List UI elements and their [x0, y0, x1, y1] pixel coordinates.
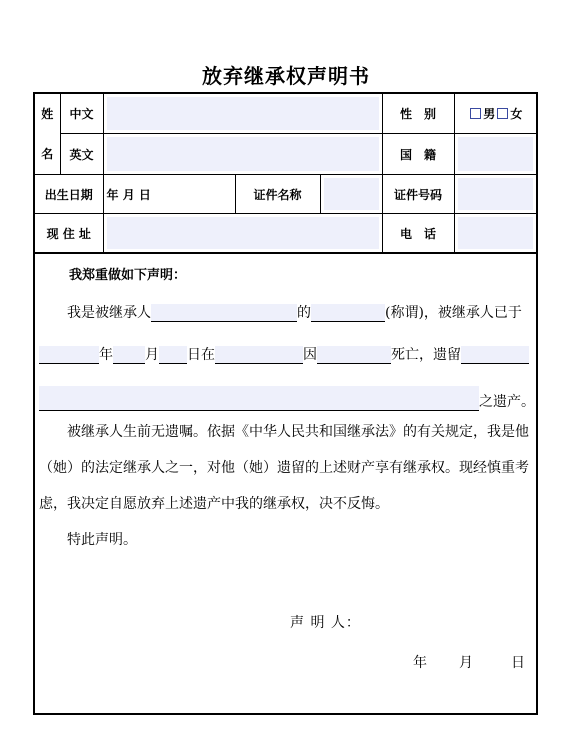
declaration-line-3: 之遗产。: [35, 386, 536, 411]
relation-blank[interactable]: [311, 304, 385, 322]
birth-date-label: 出生日期: [35, 175, 103, 214]
birth-date-field[interactable]: 年 月 日: [103, 175, 235, 214]
declaration-closing: 特此声明。: [67, 532, 137, 548]
phone-label: 电 话: [382, 214, 454, 253]
chinese-label: 中文: [60, 94, 103, 134]
nationality-input[interactable]: [454, 134, 536, 175]
declaration-line-1: 我是被继承人 的 (称谓)，被继承人已于: [67, 305, 522, 321]
estate-blank-1[interactable]: [461, 346, 529, 364]
death-month-blank[interactable]: [113, 346, 145, 364]
female-checkbox[interactable]: [497, 108, 508, 119]
sign-date-day: 日: [511, 655, 526, 671]
page-title: 放弃继承权声明书: [202, 64, 370, 88]
gender-label: 性 别: [382, 94, 454, 134]
gender-options: 男 女: [454, 94, 536, 134]
declaration-heading: 我郑重做如下声明：: [69, 268, 187, 283]
male-checkbox[interactable]: [470, 108, 481, 119]
id-number-label: 证件号码: [382, 175, 454, 214]
sign-date-month: 月: [459, 655, 474, 671]
sign-date-year: 年: [413, 655, 428, 671]
declaration-body: [35, 252, 536, 713]
name-label: 姓 名: [35, 94, 60, 175]
declaration-paragraph: 被继承人生前无遗嘱。依据《中华人民共和国继承法》的有关规定，我是他（她）的法定继承人之一，对他（她）遗留的上述财产享有继承权。现经慎重考虑，我决定自愿放弃上述遗产中我的继承权，决不反悔。: [39, 424, 529, 512]
declaration-line-2: 年 月 日在 因 死亡，遗留: [35, 344, 536, 364]
chinese-name-input[interactable]: [103, 94, 382, 134]
english-label: 英文: [60, 134, 103, 175]
id-type-input[interactable]: [320, 175, 382, 214]
nationality-label: 国 籍: [382, 134, 454, 175]
address-label: 现 住 址: [35, 214, 103, 253]
heir-name-blank[interactable]: [151, 304, 297, 322]
death-day-blank[interactable]: [159, 346, 187, 364]
phone-input[interactable]: [454, 214, 536, 253]
signer-label: 声 明 人：: [290, 615, 361, 631]
death-cause-blank[interactable]: [317, 346, 391, 364]
death-place-blank[interactable]: [215, 346, 303, 364]
id-type-label: 证件名称: [235, 175, 320, 214]
english-name-input[interactable]: [103, 134, 382, 175]
address-input[interactable]: [103, 214, 382, 253]
death-year-blank[interactable]: [39, 346, 99, 364]
personal-info-table: [35, 94, 536, 253]
id-number-input[interactable]: [454, 175, 536, 214]
estate-blank-2[interactable]: [39, 386, 479, 411]
declaration-form: [33, 92, 538, 715]
